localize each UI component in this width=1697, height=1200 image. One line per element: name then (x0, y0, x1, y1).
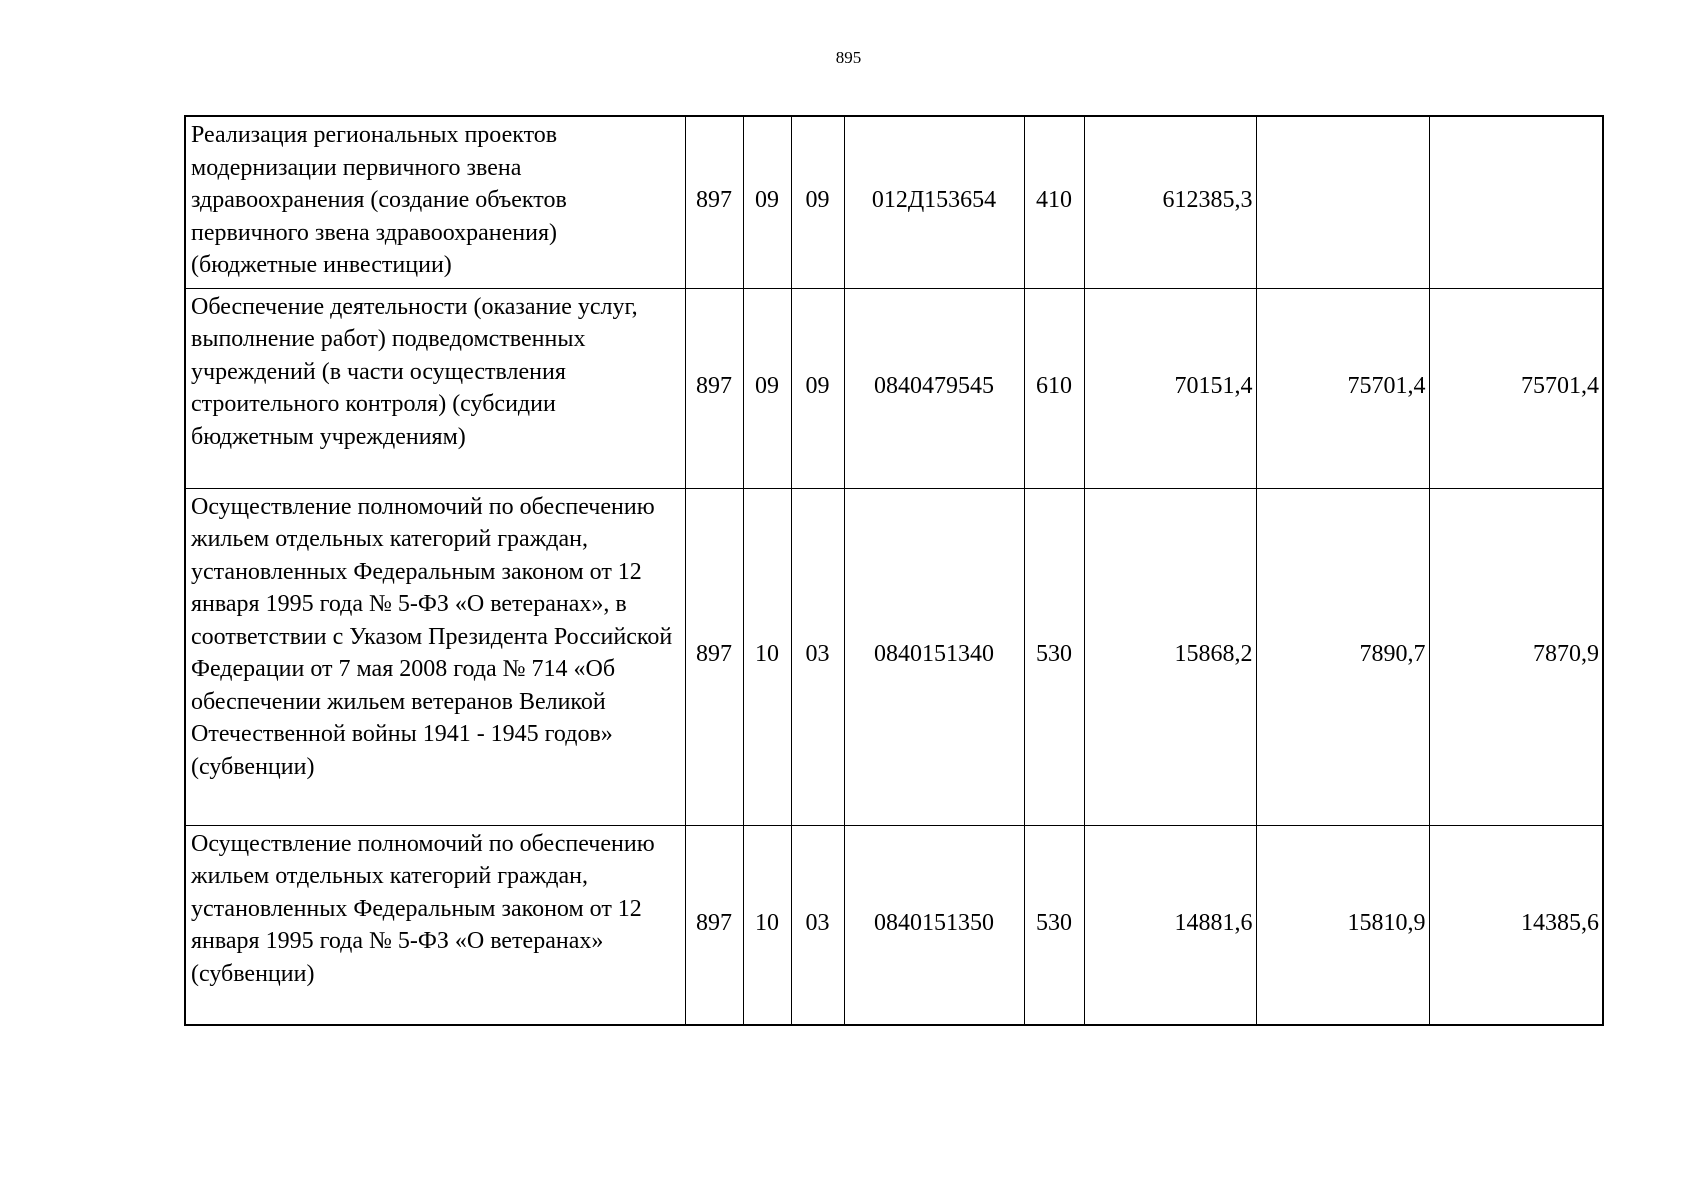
amount-year-1: 15868,2 (1084, 488, 1256, 825)
amount-year-2: 7890,7 (1256, 488, 1429, 825)
table-row (185, 288, 1603, 488)
page-number: 895 (835, 48, 862, 67)
subsection-code: 09 (791, 288, 844, 488)
subsection-code: 09 (791, 116, 844, 288)
subsection-code: 03 (791, 825, 844, 1025)
expense-type-code: 610 (1024, 288, 1084, 488)
budget-table (184, 115, 1604, 1026)
expense-type-code: 530 (1024, 488, 1084, 825)
amount-year-3: 75701,4 (1429, 288, 1603, 488)
target-article-code: 012Д153654 (844, 116, 1024, 288)
row-description: Реализация региональных проектов модернизации первичного звена здравоохранения (создание объектов первичного звена здравоохранения) (бюджетные инвестиции) (185, 116, 685, 288)
ministry-code: 897 (685, 288, 743, 488)
amount-year-2: 75701,4 (1256, 288, 1429, 488)
amount-year-2: 15810,9 (1256, 825, 1429, 1025)
row-description: Осуществление полномочий по обеспечению жильем отдельных категорий граждан, установленных Федеральным законом от 12 января 1995 года № 5-ФЗ «О ветеранах» (субвенции) (185, 825, 685, 1025)
ministry-code: 897 (685, 116, 743, 288)
amount-year-1: 14881,6 (1084, 825, 1256, 1025)
target-article-code: 0840151340 (844, 488, 1024, 825)
section-code: 10 (743, 488, 791, 825)
ministry-code: 897 (685, 825, 743, 1025)
table-row (185, 488, 1603, 825)
amount-year-3: 7870,9 (1429, 488, 1603, 825)
section-code: 09 (743, 116, 791, 288)
table-row (185, 825, 1603, 1025)
expense-type-code: 410 (1024, 116, 1084, 288)
section-code: 10 (743, 825, 791, 1025)
amount-year-3: 14385,6 (1429, 825, 1603, 1025)
table-row (185, 116, 1603, 288)
target-article-code: 0840151350 (844, 825, 1024, 1025)
amount-year-3 (1429, 116, 1603, 288)
row-description: Обеспечение деятельности (оказание услуг, выполнение работ) подведомственных учреждений (в части осуществления строительного контроля) (субсидии бюджетным учреждениям) (185, 288, 685, 488)
target-article-code: 0840479545 (844, 288, 1024, 488)
amount-year-2 (1256, 116, 1429, 288)
subsection-code: 03 (791, 488, 844, 825)
ministry-code: 897 (685, 488, 743, 825)
amount-year-1: 70151,4 (1084, 288, 1256, 488)
expense-type-code: 530 (1024, 825, 1084, 1025)
section-code: 09 (743, 288, 791, 488)
amount-year-1: 612385,3 (1084, 116, 1256, 288)
row-description: Осуществление полномочий по обеспечению жильем отдельных категорий граждан, установленных Федеральным законом от 12 января 1995 года № 5-ФЗ «О ветеранах», в соответствии с Указом Президента Российской Федерации от 7 мая 2008 года № 714 «Об обеспечении жильем ветеранов Великой Отечественной войны 1941 - 1945 годов» (субвенции) (185, 488, 685, 825)
